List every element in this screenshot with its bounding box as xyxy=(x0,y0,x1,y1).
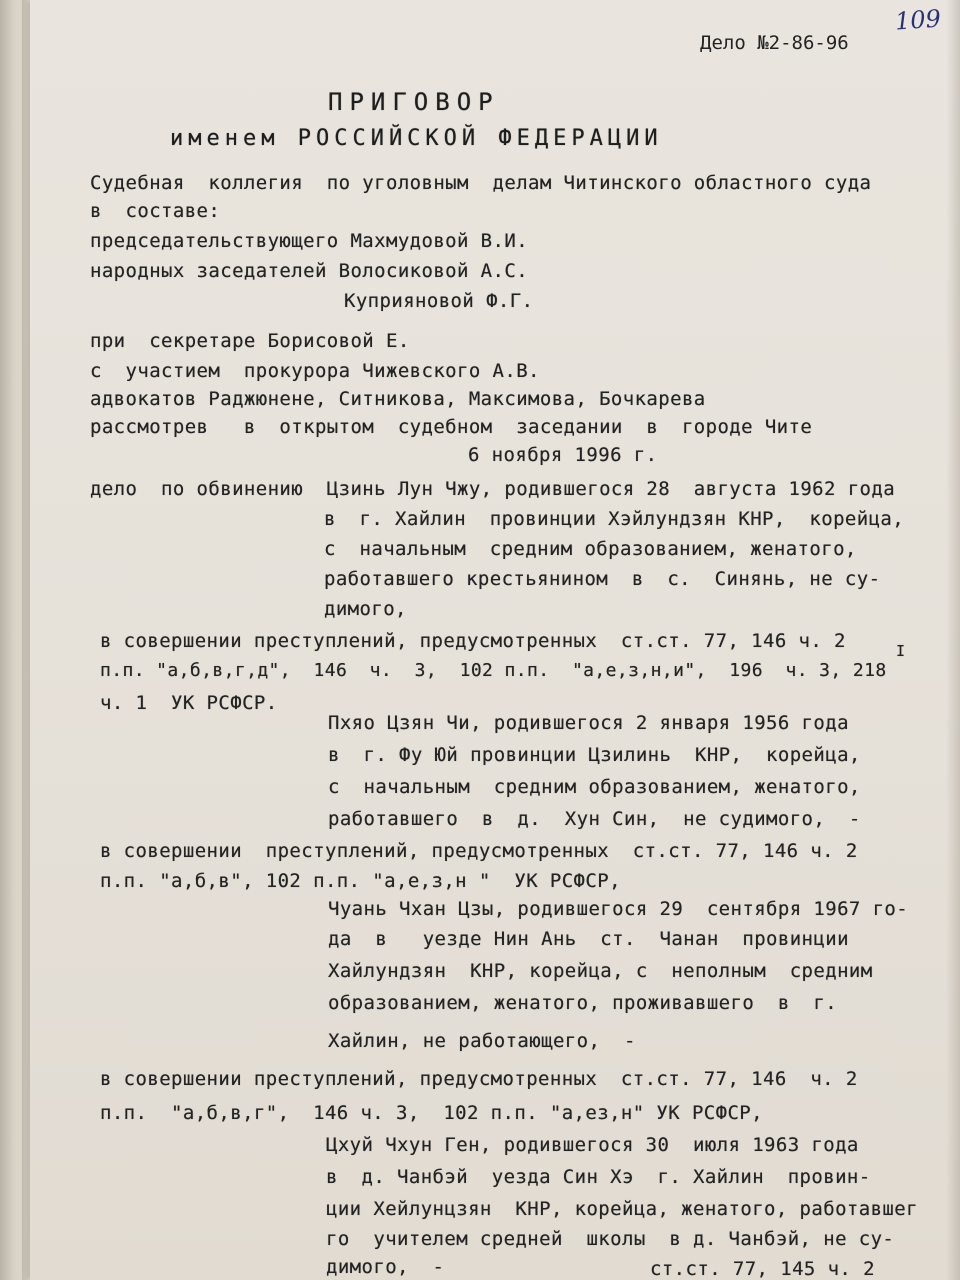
text-line: го учителем средней школы в д. Чанбэй, не су- xyxy=(326,1228,895,1250)
text-line: народных заседателей Волосиковой А.С. xyxy=(90,260,529,282)
text-line: Цхуй Чхун Ген, родившегося 30 июля 1963 года xyxy=(326,1134,859,1156)
text-line: работавшего крестьянином в с. Синянь, не су- xyxy=(324,568,881,590)
text-line: Судебная коллегия по уголовным делам Читинского областного суда xyxy=(90,172,872,194)
text-line: в г. Фу Юй провинции Цзилинь КНР, корейца, xyxy=(328,744,861,766)
text-line: в д. Чанбэй уезда Син Хэ г. Хайлин провин- xyxy=(326,1166,871,1188)
text-line: да в уезде Нин Ань ст. Чанан провинции xyxy=(328,928,849,950)
text-line: п.п. "а,б,в", 102 п.п. "а,е,з,н " УК РСФСР, xyxy=(100,870,621,892)
text-line: димого, xyxy=(324,598,407,620)
text-line: при секретаре Борисовой Е. xyxy=(90,330,410,352)
text-line: Куприяновой Ф.Г. xyxy=(344,290,534,312)
text-line: Хайлундзян КНР, корейца, с неполным средним xyxy=(328,960,873,982)
document-subtitle: именем РОССИЙСКОЙ ФЕДЕРАЦИИ xyxy=(170,126,663,151)
text-line: ст.ст. 77, 145 ч. 2 xyxy=(650,1258,875,1280)
text-line: в составе: xyxy=(90,200,221,222)
text-line: с начальным средним образованием, женатого, xyxy=(324,538,857,560)
text-line: димого, - xyxy=(326,1256,445,1278)
text-line: с начальным средним образованием, женатого, xyxy=(328,776,861,798)
text-line: образованием, женатого, проживавшего в г. xyxy=(328,992,838,1014)
text-line: в совершении преступлений, предусмотренных ст.ст. 77, 146 ч. 2 xyxy=(100,630,846,652)
text-line: ции Хейлунцзян КНР, корейца, женатого, работавшег xyxy=(326,1198,918,1220)
case-number: Дело №2-86-96 xyxy=(700,32,849,54)
text-line: работавшего в д. Хун Син, не судимого, - xyxy=(328,808,861,830)
text-line: п.п. "а,б,в,г,д", 146 ч. 3, 102 п.п. "а,е,з,н,и", 196 ч. 3, 218 xyxy=(100,660,887,681)
superscript-mark: I xyxy=(896,642,906,660)
text-line: п.п. "а,б,в,г", 146 ч. 3, 102 п.п. "а,ез,н" УК РСФСР, xyxy=(100,1102,763,1124)
text-line: Пхяо Цзян Чи, родившегося 2 января 1956 года xyxy=(328,712,849,734)
sheet-shadow xyxy=(946,0,960,1280)
text-line: Хайлин, не работающего, - xyxy=(328,1030,636,1052)
text-line: с участием прокурора Чижевского А.В. xyxy=(90,360,540,382)
text-line: дело по обвинению Цзинь Лун Чжу, родившегося 28 августа 1962 года xyxy=(90,478,896,500)
text-line: в г. Хайлин провинции Хэйлундзян КНР, корейца, xyxy=(324,508,905,530)
folio-number: 109 xyxy=(894,4,942,36)
text-line: 6 ноября 1996 г. xyxy=(468,444,658,466)
text-line: в совершении преступлений, предусмотренных ст.ст. 77, 146 ч. 2 xyxy=(100,840,858,862)
document-title: ПРИГОВОР xyxy=(328,88,500,116)
text-line: адвокатов Раджюнене, Ситникова, Максимова, Бочкарева xyxy=(90,388,706,410)
text-line: председательствующего Махмудовой В.И. xyxy=(90,230,529,252)
text-line: в совершении преступлений, предусмотренных ст.ст. 77, 146 ч. 2 xyxy=(100,1068,858,1090)
text-line: ч. 1 УК РСФСР. xyxy=(100,692,278,714)
text-line: Чуань Чхан Цзы, родившегося 29 сентября 1967 го- xyxy=(328,898,909,920)
text-line: рассмотрев в открытом судебном заседании в городе Чите xyxy=(90,416,813,438)
